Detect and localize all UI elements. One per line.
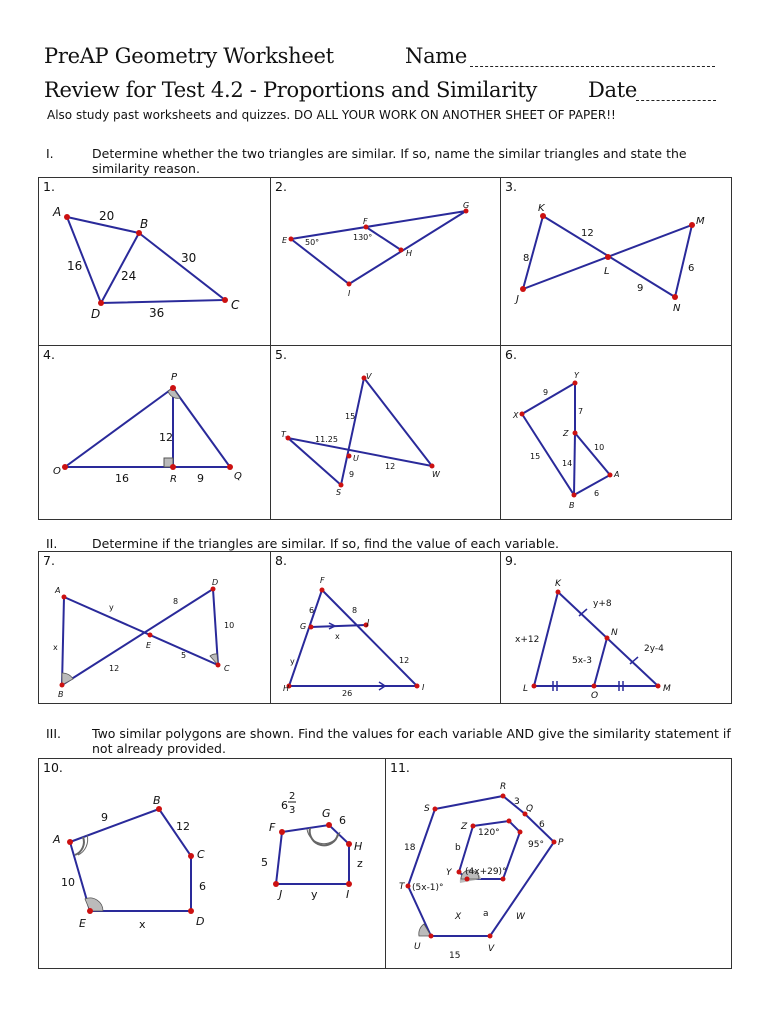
worksheet-title: PreAP Geometry Worksheet — [44, 44, 334, 68]
problem-6-cell — [500, 345, 732, 520]
vertex-label-u: U — [353, 454, 359, 463]
vertex-label-h: H — [406, 249, 413, 258]
side-ae-label: y — [109, 603, 114, 612]
vertex-label-b: B — [153, 794, 161, 807]
side-fg-numerator: 2 — [289, 791, 296, 802]
side-de-label: 8 — [173, 597, 179, 606]
side-no-label: 5x-3 — [572, 656, 593, 666]
side-ae-label: 10 — [61, 876, 75, 889]
side-jl-label: 8 — [523, 253, 530, 264]
vertex-label-d: D — [212, 578, 219, 587]
problem-number: 11. — [390, 760, 410, 775]
side-ad-label: 16 — [67, 259, 83, 273]
side-gh-label: y — [290, 657, 295, 666]
side-fg-label: 6 — [309, 606, 315, 615]
side-kl-label: 12 — [581, 228, 594, 239]
side-ji-label: y — [311, 888, 318, 901]
side-tu-label: 11.25 — [315, 435, 338, 444]
side-st-label: 18 — [404, 843, 416, 853]
vertex-label-m: M — [663, 684, 671, 694]
vertex-label-c: C — [197, 848, 205, 861]
side-kn-label: y+8 — [593, 599, 612, 609]
problem-number: 4. — [43, 347, 55, 362]
side-pr-label: 12 — [159, 431, 173, 444]
side-qp-label: 6 — [539, 820, 545, 830]
vertex-label-m: M — [696, 216, 705, 227]
angle-e-label: 50° — [305, 238, 320, 247]
vertex-label-j: J — [367, 618, 370, 627]
vertex-label-l: L — [604, 266, 610, 277]
vertex-label-e: E — [79, 917, 86, 930]
side-ed-label: x — [139, 918, 146, 931]
side-ab-label: x — [53, 643, 58, 652]
vertex-label-s: S — [424, 804, 430, 814]
vertex-label-y: Y — [446, 868, 452, 878]
vertex-label-o: O — [53, 466, 61, 477]
vertex-label-b: B — [569, 501, 575, 510]
vertex-label-j: J — [516, 294, 519, 305]
problem-number: 6. — [505, 347, 517, 362]
vertex-label-t: T — [399, 882, 405, 892]
side-za-label: 10 — [594, 443, 605, 452]
side-nm-label: 2y-4 — [644, 644, 664, 654]
side-fg-whole: 6 — [281, 799, 288, 812]
problem-number: 1. — [43, 179, 55, 194]
problem-3-figure — [501, 178, 733, 347]
side-zy-label: b — [455, 843, 461, 853]
name-label: Name — [405, 44, 468, 68]
vertex-label-g: G — [463, 201, 470, 210]
side-dc-label: 10 — [224, 621, 235, 630]
side-bd-label: 24 — [121, 269, 137, 283]
side-xy-label: 9 — [543, 388, 549, 397]
problem-10-figure — [39, 759, 387, 970]
side-vu-label: 15 — [345, 412, 356, 421]
side-ec-label: 5 — [181, 651, 187, 660]
worksheet-subtitle: Review for Test 4.2 - Proportions and Similarity — [44, 78, 538, 102]
vertex-label-e: E — [282, 236, 288, 245]
side-ab-label: 20 — [99, 209, 115, 223]
vertex-label-x: X — [513, 411, 519, 420]
vertex-label-i: I — [348, 289, 351, 298]
vertex-label-k: K — [555, 579, 561, 589]
problem-3-cell — [500, 177, 732, 346]
section-instructions: Determine whether the two triangles are similar. If so, name the similar triangles and state the similarity reason. — [92, 146, 687, 176]
vertex-label-u: U — [414, 942, 421, 952]
problem-9-figure — [501, 552, 733, 705]
vertex-label-a: A — [53, 205, 62, 219]
side-kl-label: x+12 — [515, 635, 540, 645]
problem-11-figure — [386, 759, 733, 970]
vertex-label-y: Y — [574, 371, 579, 380]
vertex-label-l: L — [523, 684, 529, 694]
vertex-label-f: F — [363, 217, 368, 226]
problem-number: 5. — [275, 347, 287, 362]
problem-1-cell — [38, 177, 271, 346]
side-cd-label: 6 — [199, 880, 206, 893]
vertex-label-a: A — [55, 586, 61, 595]
problem-7-cell — [38, 551, 271, 704]
side-yz-label: 7 — [578, 407, 584, 416]
problem-8-cell — [270, 551, 501, 704]
vertex-label-q: Q — [526, 804, 534, 814]
vertex-label-a: A — [53, 833, 61, 846]
section-number: II. — [46, 536, 58, 551]
side-rq-label: 9 — [197, 472, 204, 485]
vertex-label-f: F — [269, 821, 276, 834]
vertex-label-r: R — [500, 782, 507, 792]
vertex-label-z: Z — [461, 822, 468, 832]
vertex-label-n: N — [611, 628, 618, 638]
problem-7-figure — [39, 552, 272, 705]
problem-8-figure — [271, 552, 502, 705]
angle-p-label: 95° — [528, 840, 544, 850]
vertex-label-v: V — [366, 372, 372, 381]
side-uw-label: 12 — [385, 462, 396, 471]
vertex-label-n: N — [673, 303, 681, 314]
side-bc-label: 12 — [176, 820, 190, 833]
problem-number: 3. — [505, 179, 517, 194]
vertex-label-s: S — [336, 488, 342, 497]
angle-z-label: 120° — [478, 828, 500, 838]
side-or-label: 16 — [115, 472, 129, 485]
side-be-label: 12 — [109, 664, 120, 673]
side-ab-label: 6 — [594, 489, 600, 498]
vertex-label-w: W — [432, 470, 440, 479]
side-dc-label: 36 — [149, 306, 165, 320]
problem-2-figure — [271, 178, 502, 347]
vertex-label-p: P — [558, 838, 564, 848]
vertex-label-d: D — [91, 307, 101, 321]
vertex-label-e: E — [146, 641, 152, 650]
angle-y-label: (4x+29)° — [465, 867, 507, 877]
section-number: I. — [46, 146, 54, 161]
vertex-label-i: I — [346, 888, 350, 901]
vertex-label-c: C — [224, 664, 230, 673]
side-xw-label: a — [483, 909, 489, 919]
vertex-label-d: D — [196, 915, 205, 928]
side-hi-label: 26 — [342, 689, 353, 698]
problem-6-figure — [501, 346, 733, 521]
problem-number: 9. — [505, 553, 517, 568]
problem-4-figure — [39, 346, 272, 521]
name-blank[interactable] — [470, 66, 715, 67]
vertex-label-z: Z — [563, 429, 569, 438]
side-fj-label: 5 — [261, 856, 268, 869]
angle-t-label: (5x-1)° — [412, 883, 444, 893]
vertex-label-r: R — [170, 474, 177, 485]
problem-4-cell — [38, 345, 271, 520]
side-mn-label: 6 — [688, 263, 695, 274]
side-fj-label: 8 — [352, 606, 358, 615]
vertex-label-h: H — [354, 840, 363, 853]
side-hi-label: z — [357, 857, 363, 870]
problem-10-cell — [38, 758, 386, 969]
side-rq-label: 3 — [514, 797, 520, 807]
date-label: Date — [588, 78, 638, 102]
side-ab-label: 9 — [101, 811, 108, 824]
vertex-label-q: Q — [234, 471, 242, 482]
problem-5-figure — [271, 346, 502, 521]
side-fg-denominator: 3 — [289, 805, 296, 816]
problem-1-figure — [39, 178, 272, 347]
vertex-label-o: O — [591, 691, 599, 701]
side-su-label: 9 — [349, 470, 355, 479]
vertex-label-j: J — [279, 888, 283, 901]
side-gh-label: 6 — [339, 814, 346, 827]
problem-5-cell — [270, 345, 501, 520]
vertex-label-w: W — [516, 912, 525, 922]
problem-number: 2. — [275, 179, 287, 194]
vertex-label-b: B — [140, 217, 149, 231]
side-ji-label: 12 — [399, 656, 410, 665]
section-instructions: Determine if the triangles are similar. If so, find the value of each variable. — [92, 536, 559, 551]
vertex-label-i: I — [422, 683, 425, 692]
vertex-label-g: G — [322, 807, 331, 820]
vertex-label-p: P — [171, 372, 178, 383]
problem-number: 7. — [43, 553, 55, 568]
problem-2-cell — [270, 177, 501, 346]
vertex-label-h: H — [283, 684, 290, 693]
problem-9-cell — [500, 551, 732, 704]
vertex-label-f: F — [320, 576, 325, 585]
side-gj-label: x — [335, 632, 340, 641]
problem-number: 10. — [43, 760, 63, 775]
vertex-label-g: G — [300, 622, 307, 631]
side-ln-label: 9 — [637, 283, 644, 294]
side-zb-label: 14 — [562, 459, 573, 468]
side-xb-label: 15 — [530, 452, 541, 461]
vertex-label-t: T — [281, 430, 286, 439]
study-note: Also study past worksheets and quizzes. DO ALL YOUR WORK ON ANOTHER SHEET OF PAPER!! — [47, 108, 616, 122]
vertex-label-b: B — [58, 690, 64, 699]
vertex-label-k: K — [538, 203, 545, 214]
section-number: III. — [46, 726, 62, 741]
angle-f-label: 130° — [353, 233, 373, 242]
vertex-label-c: C — [231, 298, 240, 312]
side-bc-label: 30 — [181, 251, 197, 265]
vertex-label-v: V — [488, 944, 495, 954]
vertex-label-x: X — [455, 912, 462, 922]
problem-11-cell — [385, 758, 732, 969]
side-uv-label: 15 — [449, 951, 461, 961]
problem-number: 8. — [275, 553, 287, 568]
section-instructions: Two similar polygons are shown. Find the values for each variable AND give the similarity statement if not already provided. — [92, 726, 731, 756]
date-blank[interactable] — [636, 100, 716, 101]
vertex-label-a: A — [614, 470, 620, 479]
